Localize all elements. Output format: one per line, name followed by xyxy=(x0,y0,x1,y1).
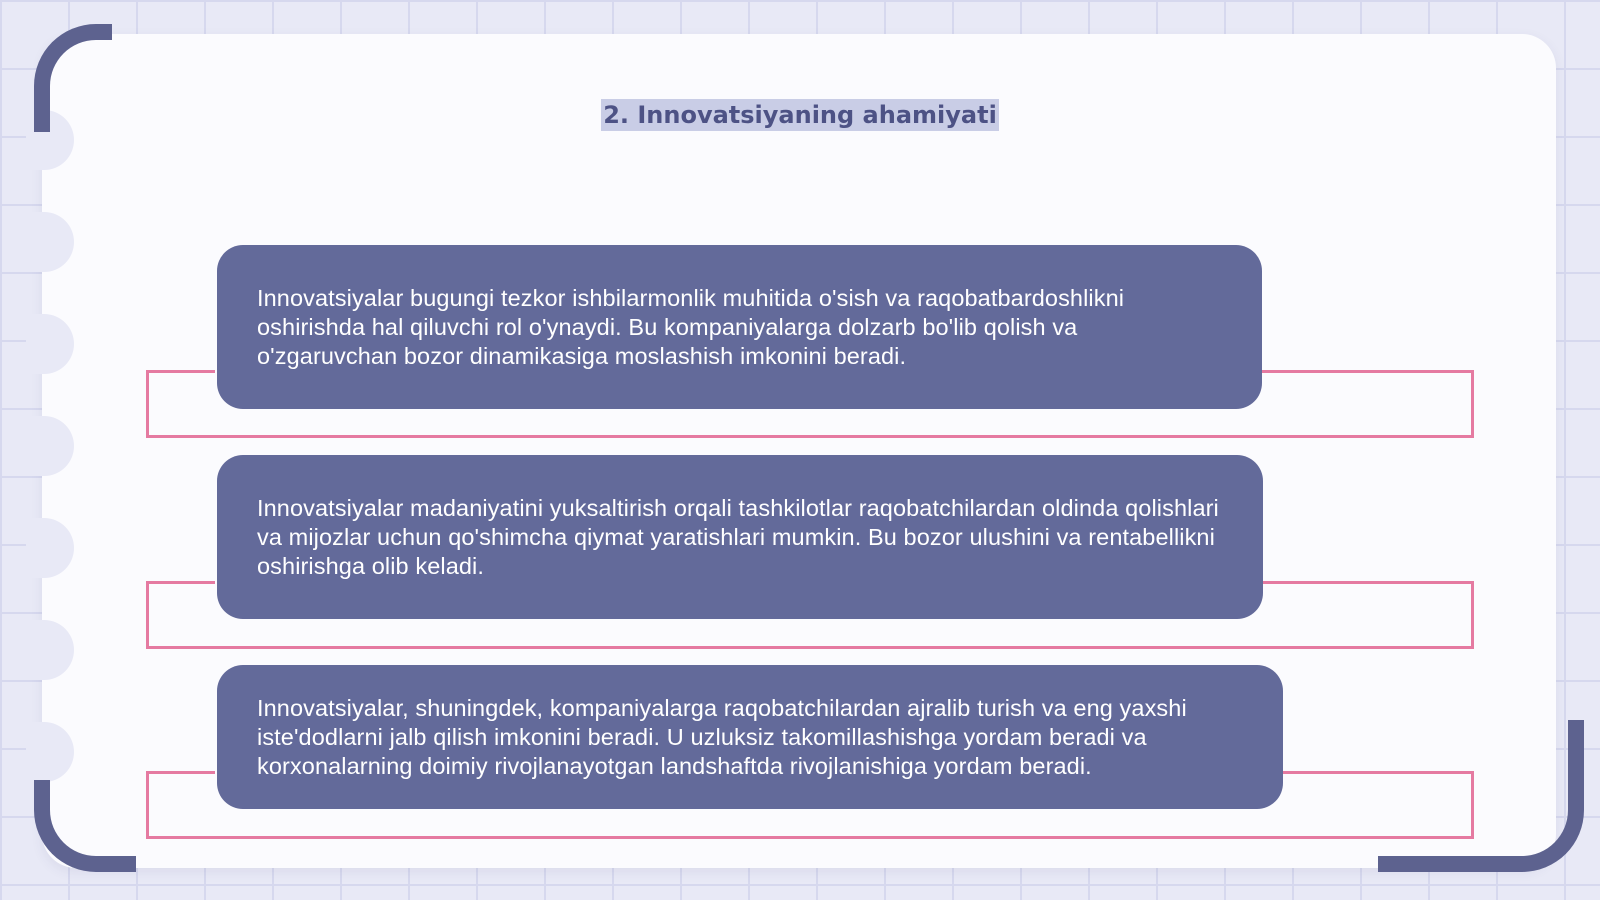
info-card-2 xyxy=(217,455,1263,619)
slide-title-text: 2. Innovatsiyaning ahamiyati xyxy=(603,101,997,129)
info-card-text: Innovatsiyalar madaniyatini yuksaltirish orqali tashkilotlar raqobatchilardan oldinda qolishlari va mijozlar uchun qo'shimcha qiymat yaratishlari mumkin. Bu bozor ulushini va rentabellikni oshirishga olib keladi. xyxy=(257,494,1219,579)
slide-title xyxy=(0,94,1600,131)
frame-corner-bottom-left xyxy=(34,780,136,872)
info-card-3 xyxy=(217,665,1283,809)
info-card-text: Innovatsiyalar bugungi tezkor ishbilarmonlik muhitida o'sish va raqobatbardoshlikni oshirishda hal qiluvchi rol o'ynaydi. Bu kompaniyalarga dolzarb bo'lib qolish va o'zgaruvchan bozor dinamikasiga moslashish imkonini beradi. xyxy=(257,284,1125,369)
info-card-1 xyxy=(217,245,1262,409)
info-card-text: Innovatsiyalar, shuningdek, kompaniyalarga raqobatchilardan ajralib turish va eng yaxshi iste'dodlarni jalb qilish imkonini beradi. U uzluksiz takomillashishga yordam beradi va korxonalarning doimiy rivojlanayotgan landshaftda rivojlanishiga yordam beradi. xyxy=(257,694,1187,779)
